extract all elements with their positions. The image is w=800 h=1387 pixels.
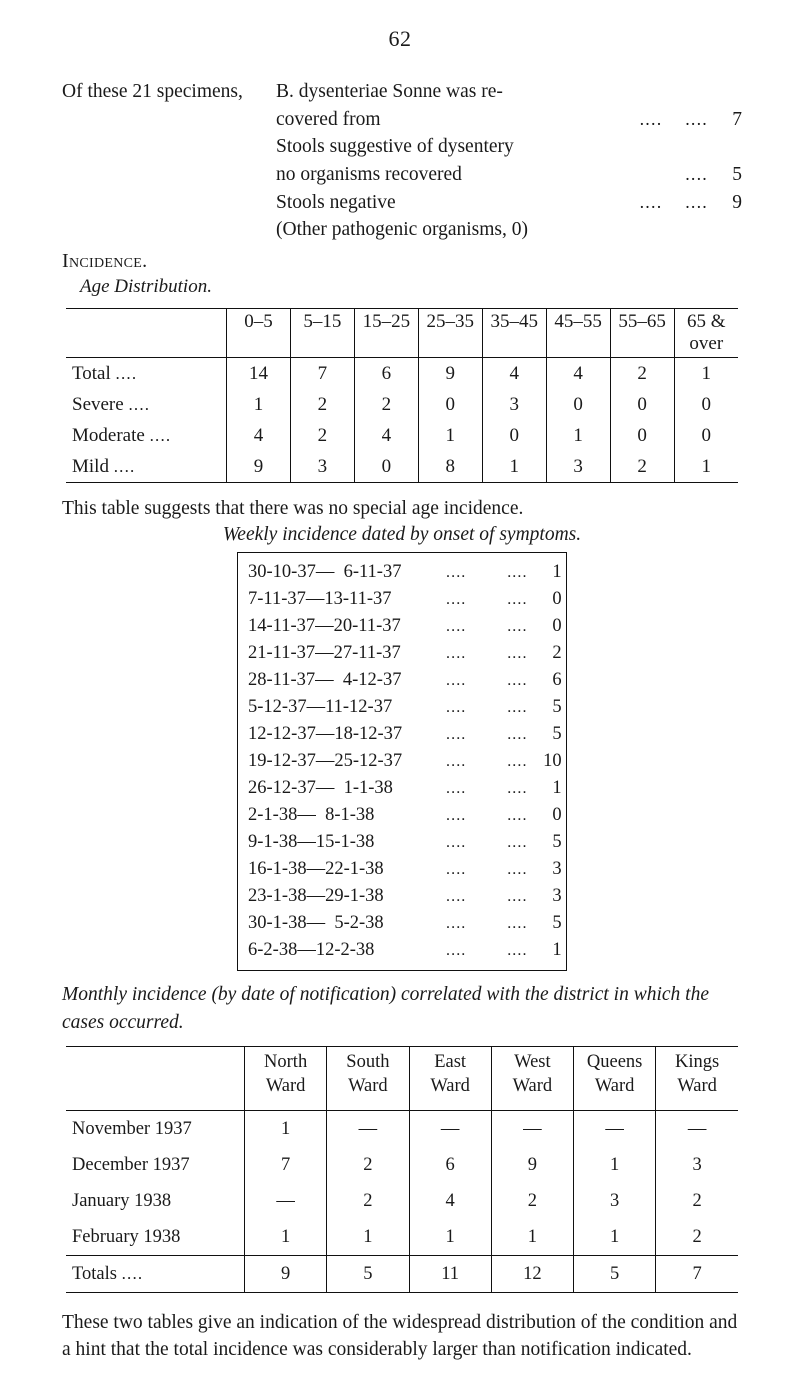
age-cell: 0 [482,420,546,451]
table-row [66,389,738,420]
monthly-incidence-table [66,1046,738,1293]
leader-dots: .... .... [639,191,708,212]
weekly-row [248,910,562,937]
monthly-cell: 2 [656,1219,738,1256]
monthly-incidence-note: Monthly incidence (by date of notification) correlated with the district in which the cases occurred. [62,984,709,1033]
leader-dots: .... .... [446,726,528,744]
age-cell: 0 [610,389,674,420]
leader-dots: .... .... [446,780,528,798]
monthly-cell: 1 [245,1219,327,1256]
age-cell: 1 [227,389,291,420]
leader-dots: .... [128,394,151,414]
age-cell: 4 [482,358,546,390]
table-header-row [66,309,738,358]
intro-line-text: covered from [276,108,381,130]
monthly-col-header: South Ward [327,1047,409,1111]
monthly-cell: 3 [656,1147,738,1183]
age-cell: 2 [610,358,674,390]
weekly-row [248,829,562,856]
weekly-row [248,856,562,883]
monthly-total-cell: 11 [409,1256,491,1293]
monthly-totals-row [66,1256,738,1293]
weekly-range: 23-1-38—29-1-38 [248,886,384,907]
age-cell: 8 [418,451,482,482]
weekly-row [248,802,562,829]
weekly-value: 10 [543,751,562,772]
age-row-label [66,420,227,451]
monthly-cell: — [245,1183,327,1219]
document-page [0,26,800,1387]
monthly-cell: — [574,1111,656,1148]
age-cell: 6 [354,358,418,390]
table-row [66,1183,738,1219]
monthly-cell: — [327,1111,409,1148]
leader-dots: .... .... [446,915,528,933]
leader-dots: .... .... [446,699,528,717]
closing-paragraph: These two tables give an indication of the widespread distribution of the condition and a hint that the total incidence was considerably larger than notification indicated. [62,1312,738,1361]
weekly-range: 30-10-37— 6-11-37 [248,562,402,583]
age-cell: 14 [227,358,291,390]
monthly-cell: — [491,1111,573,1148]
age-row-label-text: Mild [72,455,109,477]
age-cell: 1 [418,420,482,451]
weekly-incidence-box [237,552,567,971]
monthly-cell: 7 [245,1147,327,1183]
age-row-label-text: Total [72,362,111,384]
age-cell: 1 [482,451,546,482]
leader-dots: .... .... [446,672,528,690]
leader-dots: .... [121,1263,144,1283]
monthly-cell: 2 [656,1183,738,1219]
weekly-range: 9-1-38—15-1-38 [248,832,375,853]
age-cell: 2 [610,451,674,482]
leader-dots: .... [149,425,172,445]
page-number: 62 [388,26,412,51]
weekly-value: 2 [552,643,562,664]
age-row-label-text: Moderate [72,424,145,446]
monthly-col-header: Kings Ward [656,1047,738,1111]
weekly-range: 5-12-37—11-12-37 [248,697,393,718]
monthly-cell: 9 [491,1147,573,1183]
age-table-comment: This table suggests that there was no special age incidence. [62,498,524,520]
monthly-col-blank [66,1047,245,1111]
age-row-label-text: Severe [72,393,124,415]
intro-line [276,133,742,161]
monthly-row-label: November 1937 [66,1111,245,1148]
age-cell: 3 [482,389,546,420]
weekly-value: 5 [552,832,562,853]
age-cell: 4 [227,420,291,451]
age-cell: 9 [418,358,482,390]
age-cell: 4 [546,358,610,390]
intro-line-text: Stools suggestive of dysentery [276,136,514,158]
weekly-row [248,640,562,667]
intro-line-value: 9 [732,191,742,213]
monthly-totals-label-text: Totals [72,1263,117,1284]
leader-dots: .... .... [446,618,528,636]
intro-line [276,216,742,244]
leader-dots: .... .... [446,888,528,906]
age-distribution-subheading: Age Distribution. [80,276,212,298]
age-cell: 2 [354,389,418,420]
weekly-range: 16-1-38—22-1-38 [248,859,384,880]
intro-line-text: B. dysenteriae Sonne was re- [276,81,503,102]
monthly-cell: 1 [327,1219,409,1256]
weekly-value: 5 [552,697,562,718]
leader-dots: .... .... [446,942,528,960]
weekly-range: 14-11-37—20-11-37 [248,616,401,637]
weekly-value: 0 [552,805,562,826]
intro-block [62,78,742,244]
age-cell: 3 [546,451,610,482]
table-row [66,420,738,451]
age-row-label [66,389,227,420]
table-row [66,1147,738,1183]
monthly-cell: 1 [574,1219,656,1256]
leader-dots: .... [685,164,708,185]
monthly-total-cell: 5 [327,1256,409,1293]
weekly-value: 6 [552,670,562,691]
monthly-row-label: February 1938 [66,1219,245,1256]
monthly-total-cell: 12 [491,1256,573,1293]
weekly-value: 1 [552,940,562,961]
intro-line-value: 5 [732,164,742,186]
weekly-range: 12-12-37—18-12-37 [248,724,403,745]
weekly-value: 5 [552,913,562,934]
intro-lines-column [276,78,742,244]
intro-line [276,78,742,106]
monthly-cell: 1 [491,1219,573,1256]
weekly-range: 6-2-38—12-2-38 [248,940,375,961]
monthly-cell: 6 [409,1147,491,1183]
table-row [66,1219,738,1256]
weekly-row [248,613,562,640]
age-col-header: 55–65 [610,309,674,358]
leader-dots: .... .... [446,753,528,771]
age-cell: 7 [290,358,354,390]
age-cell: 0 [674,420,738,451]
weekly-row [248,694,562,721]
leader-dots: .... .... [446,807,528,825]
leader-dots: .... .... [446,861,528,879]
age-col-header: 25–35 [418,309,482,358]
table-header-row [66,1047,738,1111]
weekly-row [248,748,562,775]
monthly-col-header: North Ward [245,1047,327,1111]
intro-line-text: no organisms recovered [276,164,462,186]
weekly-value: 5 [552,724,562,745]
age-cell: 0 [674,389,738,420]
intro-lead-column [62,78,276,244]
age-cell: 1 [674,358,738,390]
age-col-header: 45–55 [546,309,610,358]
weekly-row [248,586,562,613]
age-col-header: 15–25 [354,309,418,358]
monthly-col-header: Queens Ward [574,1047,656,1111]
age-cell: 0 [354,451,418,482]
leader-dots: .... .... [446,645,528,663]
intro-line-value: 7 [732,108,742,130]
age-cell: 3 [290,451,354,482]
weekly-range: 7-11-37—13-11-37 [248,589,392,610]
intro-line-text: Stools negative [276,191,396,213]
monthly-row-label: December 1937 [66,1147,245,1183]
age-col-blank [66,309,227,358]
intro-line-text: (Other pathogenic organisms, 0) [276,219,528,241]
weekly-range: 30-1-38— 5-2-38 [248,913,384,934]
weekly-incidence-title: Weekly incidence dated by onset of symptoms. [222,524,582,546]
monthly-cell: 2 [327,1147,409,1183]
intro-line [276,161,742,189]
age-cell: 0 [610,420,674,451]
monthly-cell: 1 [574,1147,656,1183]
age-row-label [66,358,227,390]
intro-lead: Of these 21 specimens, [62,81,243,102]
age-cell: 0 [546,389,610,420]
age-cell: 4 [354,420,418,451]
age-distribution-table [66,309,738,482]
age-cell: 1 [674,451,738,482]
weekly-value: 3 [552,859,562,880]
monthly-total-cell: 7 [656,1256,738,1293]
weekly-range: 21-11-37—27-11-37 [248,643,401,664]
weekly-row [248,559,562,586]
leader-dots: .... .... [446,591,528,609]
weekly-row [248,937,562,964]
monthly-col-header: West Ward [491,1047,573,1111]
monthly-cell: — [409,1111,491,1148]
weekly-value: 0 [552,589,562,610]
intro-line [276,106,742,134]
monthly-cell: 3 [574,1183,656,1219]
age-row-label [66,451,227,482]
age-cell: 2 [290,420,354,451]
monthly-col-header: East Ward [409,1047,491,1111]
weekly-value: 1 [552,562,562,583]
monthly-totals-label [66,1256,245,1293]
monthly-total-cell: 9 [245,1256,327,1293]
leader-dots: .... [115,363,138,383]
age-col-header: 35–45 [482,309,546,358]
table-row [66,451,738,482]
age-col-header: 65 & over [674,309,738,358]
page-content [62,78,742,1364]
leader-dots: .... .... [639,108,708,129]
age-col-header: 0–5 [227,309,291,358]
age-cell: 9 [227,451,291,482]
age-cell: 0 [418,389,482,420]
monthly-cell: 1 [409,1219,491,1256]
leader-dots: .... .... [446,834,528,852]
weekly-range: 19-12-37—25-12-37 [248,751,403,772]
monthly-cell: 1 [245,1111,327,1148]
weekly-row [248,667,562,694]
weekly-row [248,883,562,910]
weekly-value: 1 [552,778,562,799]
monthly-cell: 4 [409,1183,491,1219]
table-row [66,358,738,390]
weekly-value: 3 [552,886,562,907]
monthly-total-cell: 5 [574,1256,656,1293]
age-cell: 2 [290,389,354,420]
leader-dots: .... [113,456,136,476]
age-distribution-table-wrap [66,308,738,483]
weekly-range: 2-1-38— 8-1-38 [248,805,375,826]
weekly-range: 28-11-37— 4-12-37 [248,670,402,691]
weekly-range: 26-12-37— 1-1-38 [248,778,393,799]
monthly-cell: 2 [327,1183,409,1219]
table-row [66,1111,738,1148]
age-col-header: 5–15 [290,309,354,358]
monthly-cell: — [656,1111,738,1148]
incidence-heading: Incidence. [62,250,148,273]
leader-dots: .... .... [446,564,528,582]
monthly-row-label: January 1938 [66,1183,245,1219]
intro-line [276,189,742,217]
age-cell: 1 [546,420,610,451]
weekly-row [248,775,562,802]
monthly-cell: 2 [491,1183,573,1219]
weekly-row [248,721,562,748]
weekly-value: 0 [552,616,562,637]
